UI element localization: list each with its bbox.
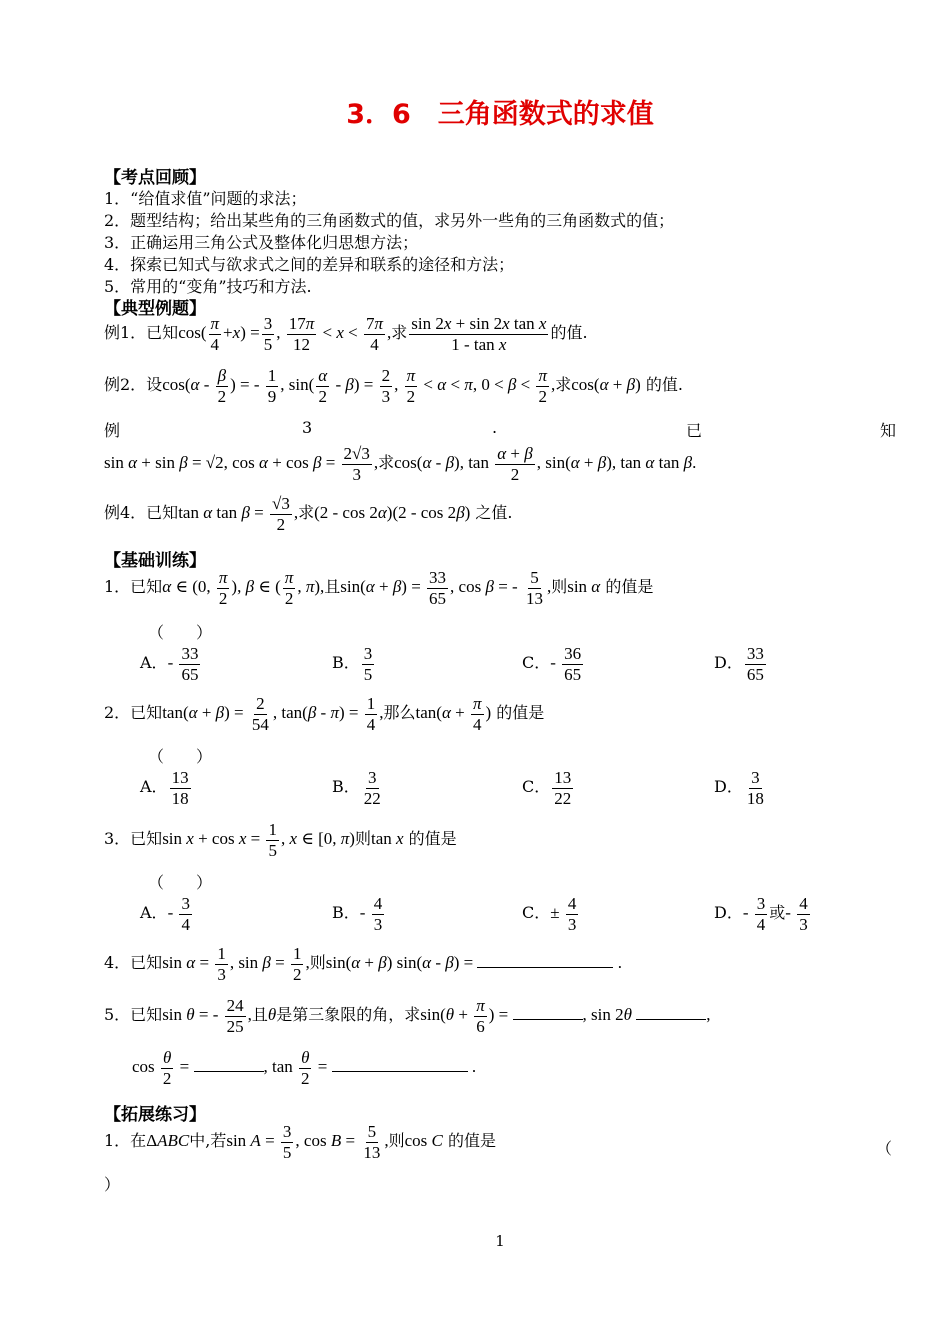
question-2: 2．已知tan(α + β) = $\frac{2}{54}$ , tan(β - π) = $\frac{1}{4}$ ,那么tan(α + $\frac{\pi}{4}$ ) 的值是 xyxy=(104,694,545,734)
question-5-line-2: cos $\frac{\theta}{2}$ = , tan $\frac{\theta}{2}$ = . xyxy=(132,1048,477,1088)
question-3-paren: （ ） xyxy=(148,873,213,892)
review-item-2: 2．题型结构；给出某些角的三角函数式的值，求另外一些角的三角函数式的值； xyxy=(104,211,675,230)
question-1-paren: （ ） xyxy=(148,623,213,642)
example-2: 例2．设cos(α - $\frac{\beta}{2}$ ) = - $\frac{1}{9}$ , sin( $\frac{\alpha}{2}$ - β) = $\frac{2}{3}$ , $\frac{\pi}{2}$ < α < π, 0 < β < $\frac{\pi}{2}$ ,求cos(α + β) 的值. xyxy=(104,366,683,406)
example-3-word-3: . xyxy=(492,418,498,437)
page-title: 3．6 三角函数式的求值 xyxy=(346,99,654,130)
question-3-option-b: B．- $\frac{4}{3}$ xyxy=(332,894,383,934)
review-item-3: 3．正确运用三角公式及整体化归思想方法； xyxy=(104,233,419,252)
question-3-option-a: A．- $\frac{3}{4}$ xyxy=(140,894,190,934)
example-4: 例4．已知tan α tan β = $\frac{√3}{2}$ ,求(2 - cos 2α)(2 - cos 2β) 之值. xyxy=(104,494,513,534)
question-2-option-a: A． $\frac{13}{18}$ xyxy=(140,768,189,808)
example-3-word-1: 例 xyxy=(104,421,121,440)
example-3-word-5: 知 xyxy=(880,421,897,440)
question-3: 3．已知sin x + cos x = $\frac{1}{5}$ , x ∈ [0, π)则tan x 的值是 xyxy=(104,820,457,860)
question-3-option-c: C．± $\frac{4}{3}$ xyxy=(522,894,577,934)
question-1: 1．已知α ∈ (0, $\frac{\pi}{2}$ ), β ∈ ( $\frac{\pi}{2}$ , π),且sin(α + β) = $\frac{33}{65}$ , cos β = - $\frac{5}{13}$ ,则sin α 的值是 xyxy=(104,568,654,608)
extension-1-paren-right: ） xyxy=(104,1175,121,1194)
example-1: 例1．已知cos( $\frac{\pi}{4}$ +x) = $\frac{3}{5}$ , $\frac{17\pi}{12}$ < x < $\frac{7\pi}{4}$ ,求 $\frac{\text{sin 2x + sin 2x tan x}}{\text{1 - tan x}}$ 的值. xyxy=(104,314,588,354)
question-1-option-d: D． $\frac{33}{65}$ xyxy=(714,644,764,684)
section-extension-heading: 【拓展练习】 xyxy=(104,1105,206,1125)
review-item-4: 4．探索已知式与欲求式之间的差异和联系的途径和方法； xyxy=(104,255,515,274)
section-examples-heading: 【典型例题】 xyxy=(104,299,206,319)
review-item-5: 5．常用的“变角”技巧和方法. xyxy=(104,277,312,296)
question-5: 5．已知sin θ = - $\frac{24}{25}$ ,且θ是第三象限的角，求sin(θ + $\frac{\pi}{6}$ ) = , sin 2θ , xyxy=(104,996,711,1036)
question-1-option-b: B． $\frac{3}{5}$ xyxy=(332,644,373,684)
example-3-word-2: 3 xyxy=(302,418,313,437)
example-3-word-4: 已 xyxy=(686,421,703,440)
question-2-paren: （ ） xyxy=(148,747,213,766)
question-2-option-c: C． $\frac{13}{22}$ xyxy=(522,768,572,808)
question-3-option-d: D．- $\frac{3}{4}$ 或- $\frac{4}{3}$ xyxy=(714,894,808,934)
question-1-option-c: C．- $\frac{36}{65}$ xyxy=(522,644,582,684)
extension-1: 1．在ΔABC中,若sin A = $\frac{3}{5}$ , cos B = $\frac{5}{13}$ ,则cos C 的值是 xyxy=(104,1122,496,1162)
example-3-formula: sin α + sin β = √2, cos α + cos β = $\frac{2√3}{3}$ ,求cos(α - β), tan $\frac{\alpha + \beta}{2}$ , sin(α + β), tan α tan β. xyxy=(104,444,697,484)
question-2-option-b: B． $\frac{3}{22}$ xyxy=(332,768,381,808)
section-review-heading: 【考点回顾】 xyxy=(104,168,206,188)
question-4: 4．已知sin α = $\frac{1}{3}$ , sin β = $\frac{1}{2}$ ,则sin(α + β) sin(α - β) = . xyxy=(104,944,622,984)
question-1-option-a: A．- $\frac{33}{65}$ xyxy=(140,644,199,684)
section-basic-heading: 【基础训练】 xyxy=(104,551,206,571)
extension-1-paren-left: （ xyxy=(876,1139,893,1158)
review-item-1: 1．“给值求值”问题的求法； xyxy=(104,189,307,208)
question-2-option-d: D． $\frac{3}{18}$ xyxy=(714,768,764,808)
page-number: 1 xyxy=(495,1232,505,1250)
